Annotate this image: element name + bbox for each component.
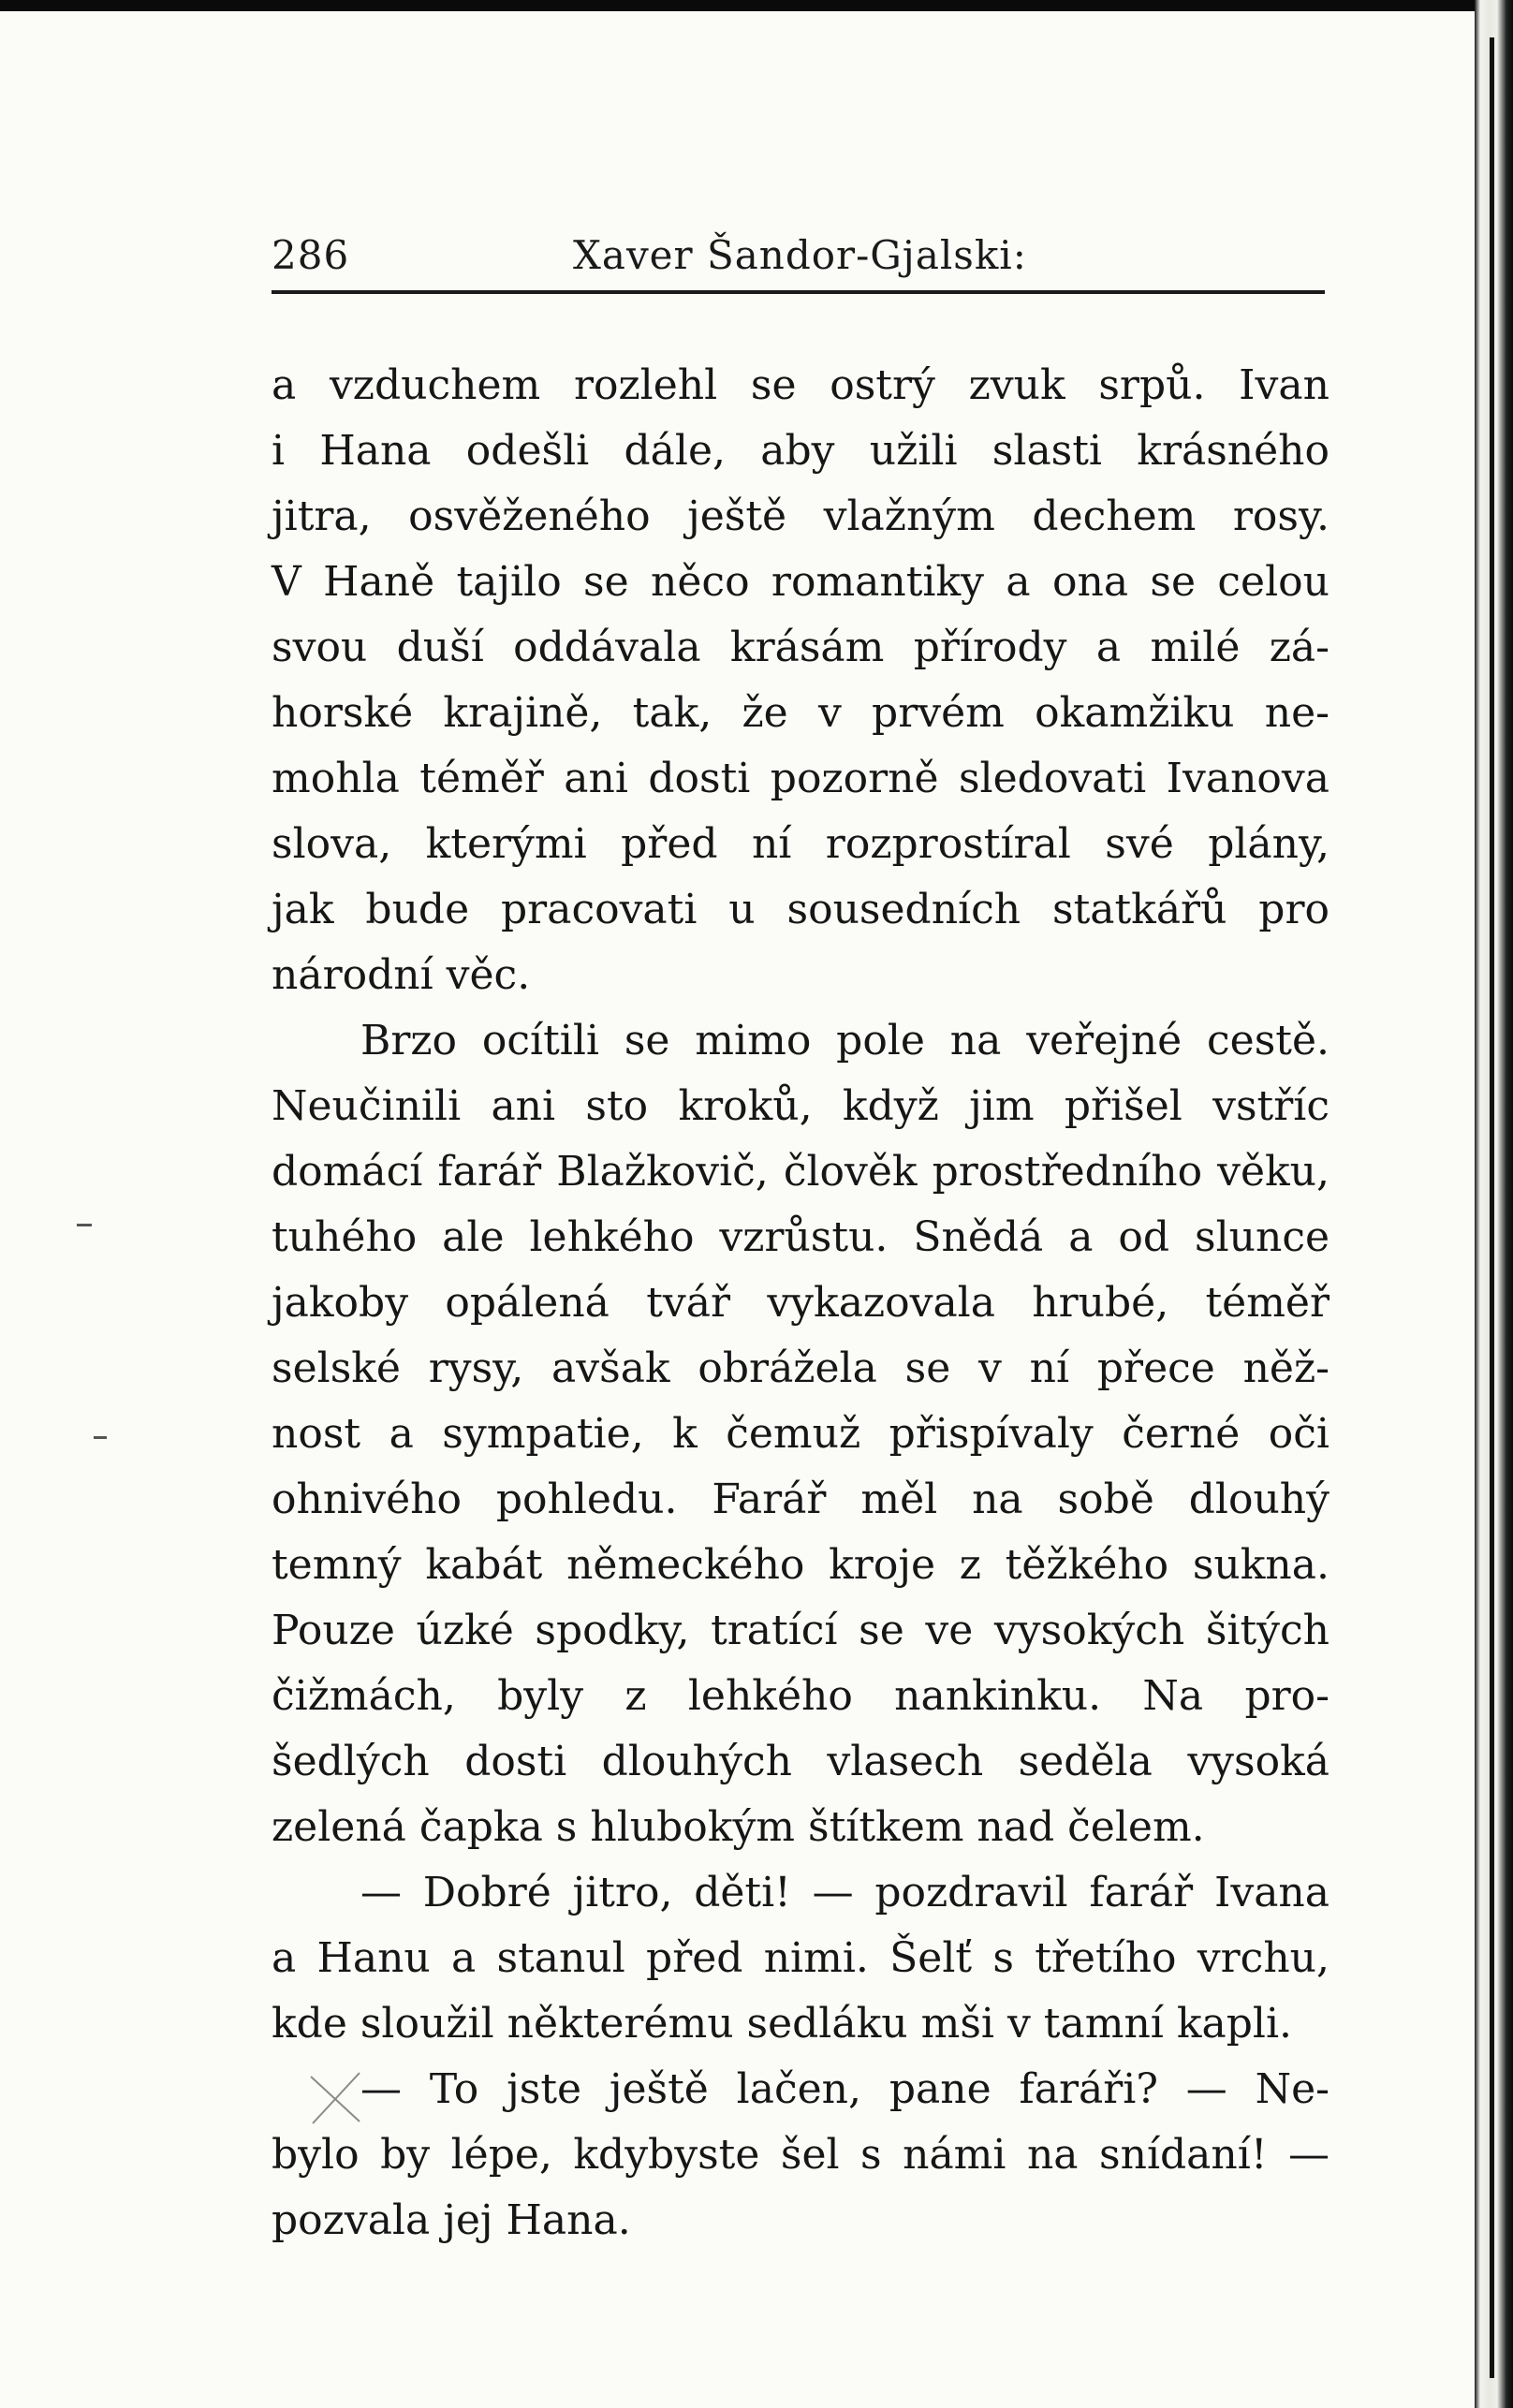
text-line: a Hanu a stanul před nimi. Šelť s třetího vrchu, bbox=[272, 1934, 1329, 1982]
text-line: jitra, osvěženého ještě vlažným dechem rosy. bbox=[272, 492, 1329, 540]
text-line: kde sloužil některému sedláku mši v tamní kapli. bbox=[272, 2000, 1293, 2048]
text-line: horské krajině, tak, že v prvém okamžiku ne- bbox=[272, 689, 1329, 737]
text-line: bylo by lépe, kdybyste šel s námi na snídaní! — bbox=[272, 2131, 1329, 2179]
text-line: Neučinili ani sto kroků, když jim přišel vstříc bbox=[272, 1082, 1329, 1130]
header-rule bbox=[272, 290, 1325, 294]
text-line: Brzo ocítili se mimo pole na veřejné cestě. bbox=[360, 1017, 1329, 1065]
text-line: selské rysy, avšak obrážela se v ní přece něž- bbox=[272, 1344, 1329, 1392]
text-line: nost a sympatie, k čemuž přispívaly černé oči bbox=[272, 1410, 1329, 1458]
text-line: národní věc. bbox=[272, 951, 531, 999]
text-line: ohnivého pohledu. Farář měl na sobě dlouhý bbox=[272, 1476, 1329, 1523]
text-line: šedlých dosti dlouhých vlasech seděla vysoká bbox=[272, 1738, 1329, 1785]
text-line: temný kabát německého kroje z těžkého sukna. bbox=[272, 1541, 1329, 1589]
margin-dash-mark bbox=[94, 1436, 107, 1439]
margin-dash-mark bbox=[77, 1224, 92, 1226]
text-line: — Dobré jitro, děti! — pozdravil farář Ivana bbox=[360, 1869, 1329, 1916]
text-line: domácí farář Blažkovič, člověk prostředního věku, bbox=[272, 1148, 1329, 1196]
text-line: i Hana odešli dále, aby užili slasti krásného bbox=[272, 427, 1329, 475]
text-line: jakoby opálená tvář vykazovala hrubé, téměř bbox=[272, 1279, 1329, 1327]
text-line: čižmách, byly z lehkého nankinku. Na pro- bbox=[272, 1672, 1329, 1720]
text-line: Pouze úzké spodky, tratící se ve vysokých šitých bbox=[272, 1607, 1329, 1654]
text-line: tuhého ale lehkého vzrůstu. Snědá a od slunce bbox=[272, 1213, 1329, 1261]
text-line: V Haně tajilo se něco romantiky a ona se celou bbox=[272, 558, 1329, 606]
text-line: zelená čapka s hlubokým štítkem nad čelem. bbox=[272, 1803, 1205, 1851]
text-line: mohla téměř ani dosti pozorně sledovati Ivanova bbox=[272, 755, 1329, 802]
text-line: — To jste ještě lačen, pane faráři? — Ne- bbox=[360, 2065, 1329, 2113]
text-line: a vzduchem rozlehl se ostrý zvuk srpů. Ivan bbox=[272, 361, 1329, 409]
text-line: jak bude pracovati u sousedních statkářů pro bbox=[272, 886, 1329, 933]
running-title: Xaver Šandor-Gjalski: bbox=[573, 232, 1027, 278]
text-line: pozvala jej Hana. bbox=[272, 2196, 631, 2244]
binding-edge-line bbox=[1490, 37, 1494, 2378]
text-line: slova, kterými před ní rozprostíral své plány, bbox=[272, 820, 1329, 868]
body-text bbox=[272, 353, 1329, 2254]
page-header bbox=[272, 217, 1325, 283]
page-number: 286 bbox=[272, 232, 350, 278]
text-line: svou duší oddávala krásám přírody a milé zá- bbox=[272, 624, 1329, 671]
pencil-x-mark bbox=[307, 2069, 363, 2125]
